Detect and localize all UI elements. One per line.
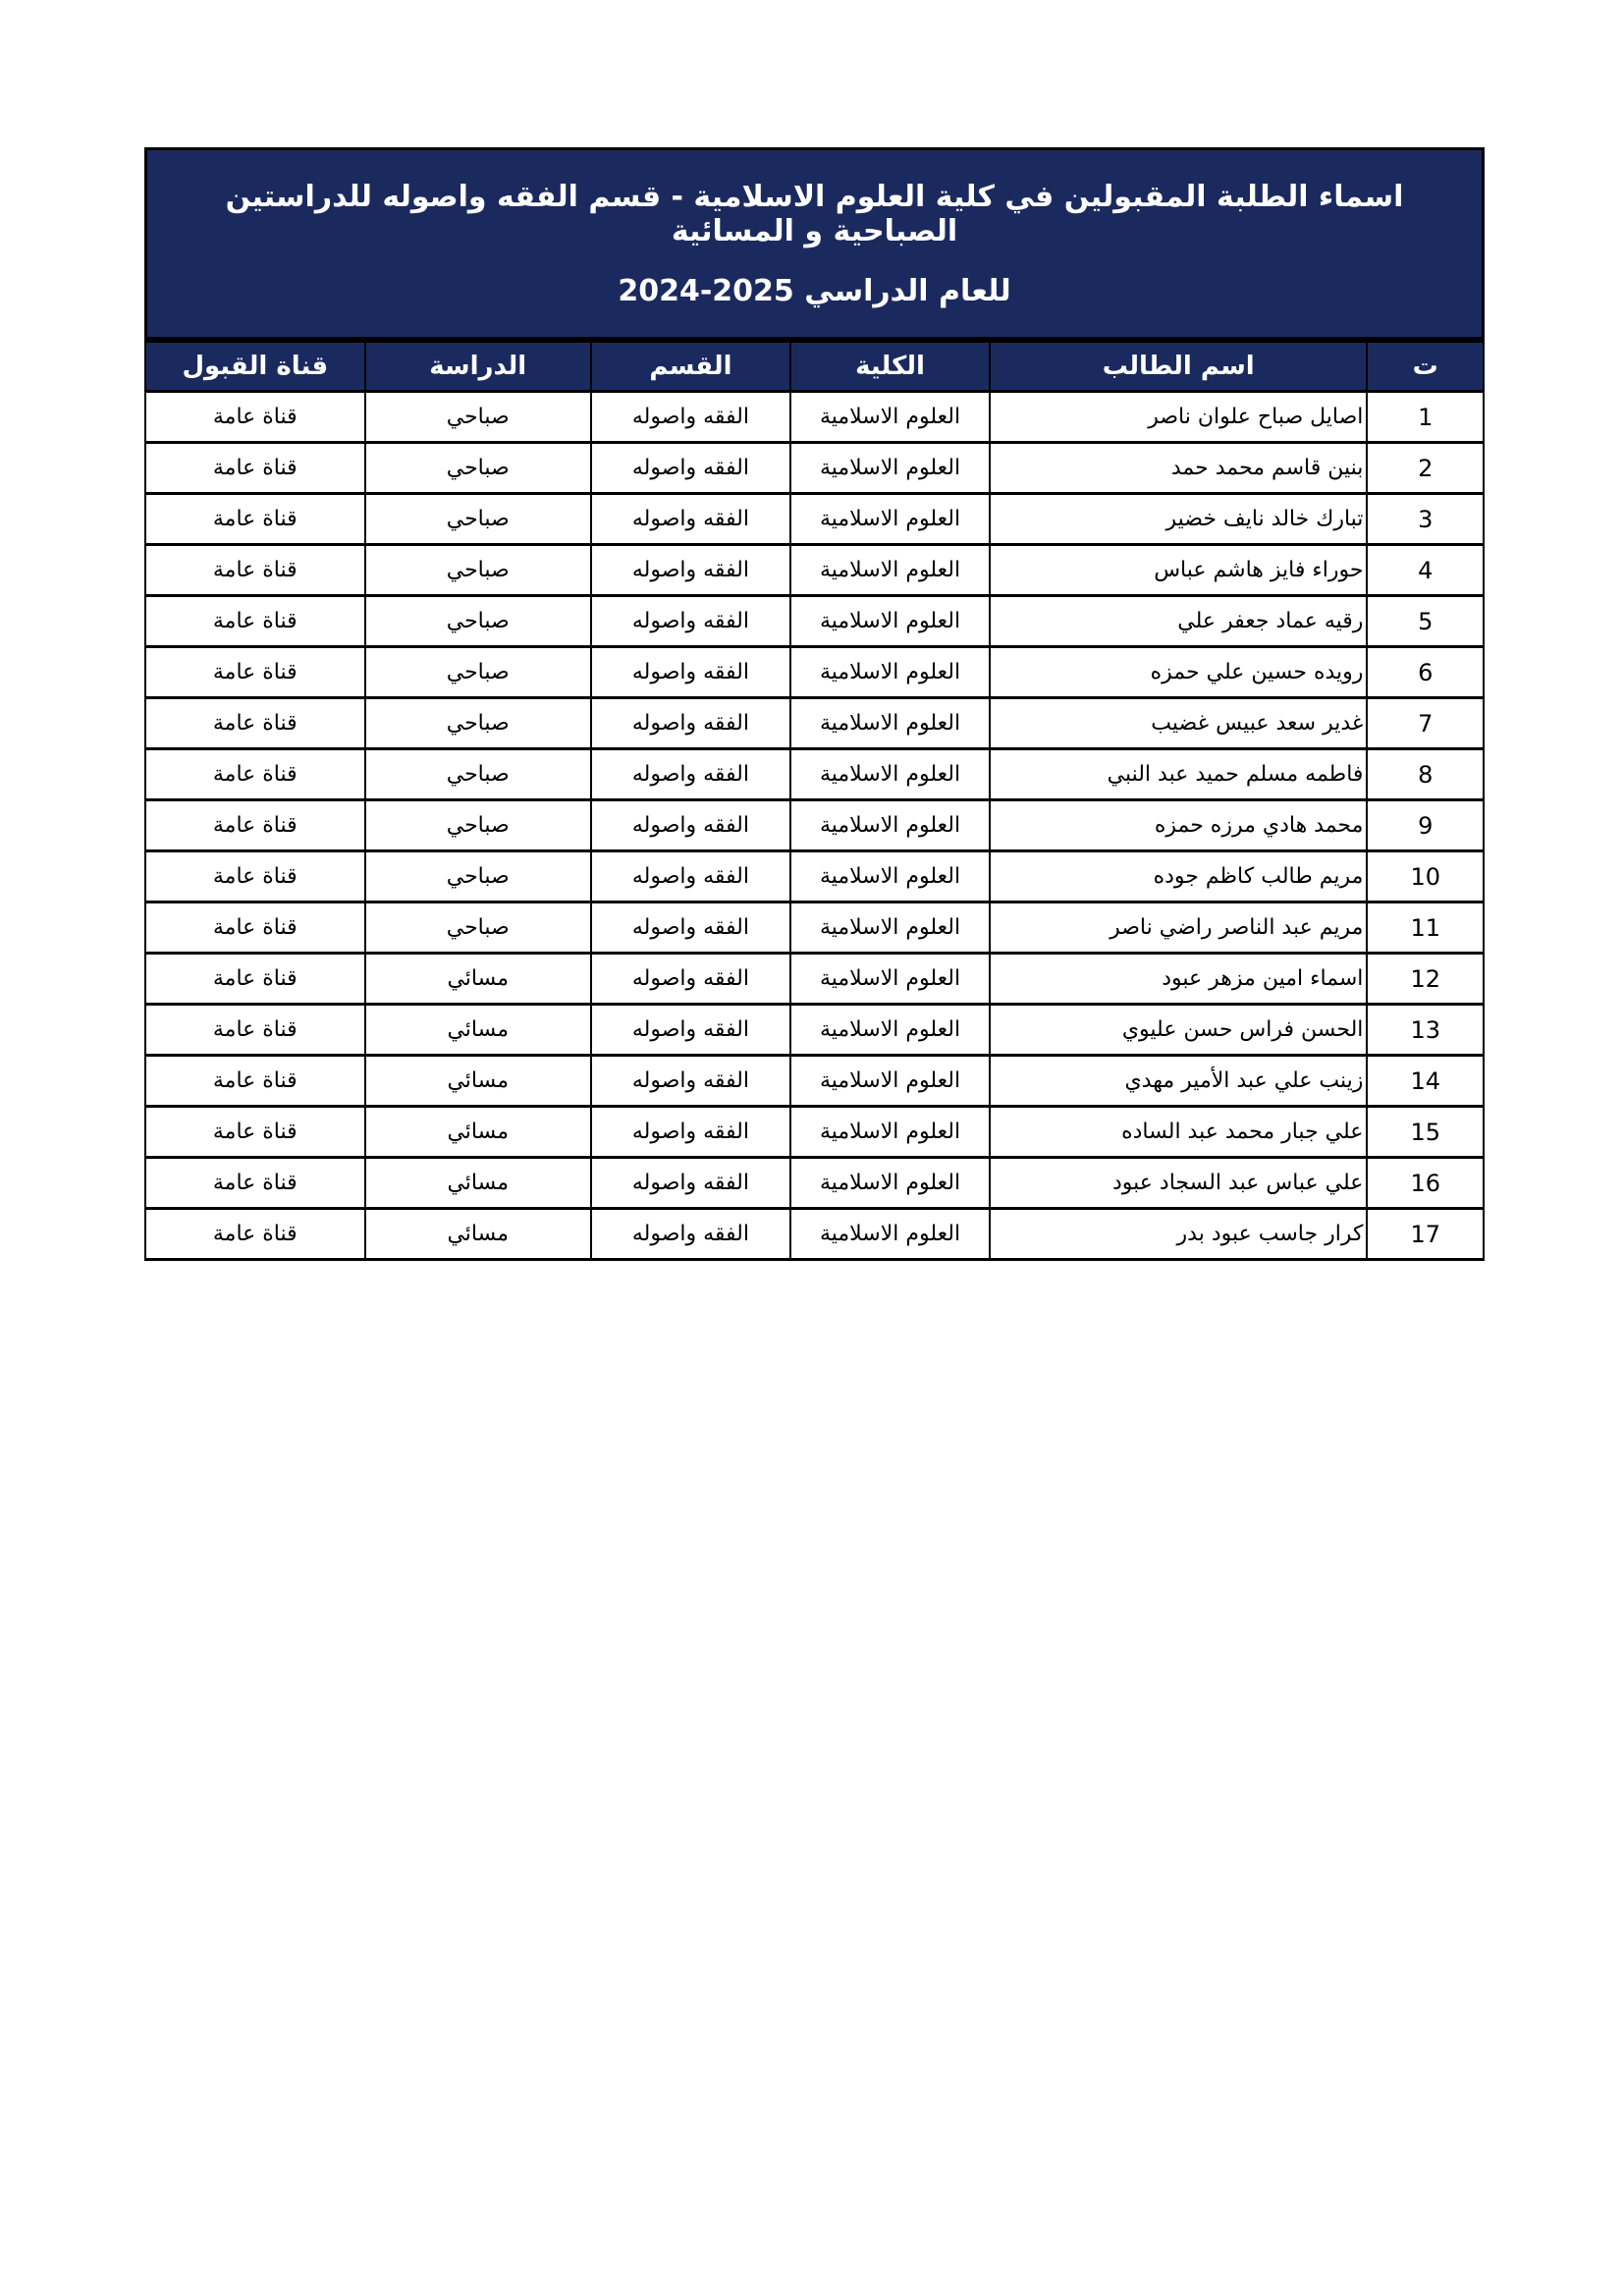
title-line-2: للعام الدراسي 2025-2024 xyxy=(618,273,1011,308)
row-number-cell: 12 xyxy=(1367,954,1484,1005)
header-admission-channel: قناة القبول xyxy=(145,342,365,392)
department-cell: الفقه واصوله xyxy=(591,800,790,851)
admission-channel-cell: قناة عامة xyxy=(145,902,365,954)
student-name-cell: محمد هادي مرزه حمزه xyxy=(990,800,1367,851)
row-number-cell: 2 xyxy=(1367,443,1484,494)
department-cell: الفقه واصوله xyxy=(591,749,790,800)
student-name-cell: مريم عبد الناصر راضي ناصر xyxy=(990,902,1367,954)
row-number-cell: 11 xyxy=(1367,902,1484,954)
admission-channel-cell: قناة عامة xyxy=(145,1209,365,1260)
college-cell: العلوم الاسلامية xyxy=(790,698,990,749)
department-cell: الفقه واصوله xyxy=(591,698,790,749)
table-row xyxy=(145,800,1484,851)
department-cell: الفقه واصوله xyxy=(591,1005,790,1056)
table-row xyxy=(145,443,1484,494)
college-cell: العلوم الاسلامية xyxy=(790,647,990,698)
admission-channel-cell: قناة عامة xyxy=(145,800,365,851)
student-name-cell: بنين قاسم محمد حمد xyxy=(990,443,1367,494)
study-shift-cell: صباحي xyxy=(365,800,591,851)
college-cell: العلوم الاسلامية xyxy=(790,392,990,443)
student-name-cell: مريم طالب كاظم جوده xyxy=(990,851,1367,902)
college-cell: العلوم الاسلامية xyxy=(790,800,990,851)
title-banner xyxy=(144,147,1485,340)
study-shift-cell: صباحي xyxy=(365,443,591,494)
study-shift-cell: صباحي xyxy=(365,392,591,443)
admission-channel-cell: قناة عامة xyxy=(145,647,365,698)
admission-channel-cell: قناة عامة xyxy=(145,1107,365,1158)
student-name-cell: علي جبار محمد عبد الساده xyxy=(990,1107,1367,1158)
study-shift-cell: مسائي xyxy=(365,1005,591,1056)
row-number-cell: 7 xyxy=(1367,698,1484,749)
table-row xyxy=(145,392,1484,443)
table-row xyxy=(145,494,1484,545)
study-shift-cell: مسائي xyxy=(365,1209,591,1260)
student-name-cell: رقيه عماد جعفر علي xyxy=(990,596,1367,647)
header-serial: ت xyxy=(1367,342,1484,392)
study-shift-cell: صباحي xyxy=(365,647,591,698)
student-name-cell: اصايل صباح علوان ناصر xyxy=(990,392,1367,443)
header-department: القسم xyxy=(591,342,790,392)
row-number-cell: 5 xyxy=(1367,596,1484,647)
admission-channel-cell: قناة عامة xyxy=(145,545,365,596)
header-study-shift: الدراسة xyxy=(365,342,591,392)
admission-channel-cell: قناة عامة xyxy=(145,392,365,443)
study-shift-cell: مسائي xyxy=(365,1107,591,1158)
study-shift-cell: صباحي xyxy=(365,545,591,596)
student-name-cell: علي عباس عبد السجاد عبود xyxy=(990,1158,1367,1209)
admission-channel-cell: قناة عامة xyxy=(145,494,365,545)
student-name-cell: فاطمه مسلم حميد عبد النبي xyxy=(990,749,1367,800)
college-cell: العلوم الاسلامية xyxy=(790,749,990,800)
department-cell: الفقه واصوله xyxy=(591,902,790,954)
row-number-cell: 17 xyxy=(1367,1209,1484,1260)
admission-channel-cell: قناة عامة xyxy=(145,1158,365,1209)
admission-channel-cell: قناة عامة xyxy=(145,443,365,494)
header-college: الكلية xyxy=(790,342,990,392)
document-page xyxy=(144,147,1485,1261)
row-number-cell: 15 xyxy=(1367,1107,1484,1158)
department-cell: الفقه واصوله xyxy=(591,851,790,902)
table-row xyxy=(145,1107,1484,1158)
study-shift-cell: صباحي xyxy=(365,749,591,800)
row-number-cell: 9 xyxy=(1367,800,1484,851)
college-cell: العلوم الاسلامية xyxy=(790,1107,990,1158)
table-row xyxy=(145,851,1484,902)
department-cell: الفقه واصوله xyxy=(591,1107,790,1158)
study-shift-cell: مسائي xyxy=(365,1158,591,1209)
table-row xyxy=(145,749,1484,800)
student-name-cell: كرار جاسب عبود بدر xyxy=(990,1209,1367,1260)
department-cell: الفقه واصوله xyxy=(591,1209,790,1260)
college-cell: العلوم الاسلامية xyxy=(790,443,990,494)
study-shift-cell: صباحي xyxy=(365,902,591,954)
row-number-cell: 14 xyxy=(1367,1056,1484,1107)
header-student-name: اسم الطالب xyxy=(990,342,1367,392)
college-cell: العلوم الاسلامية xyxy=(790,1209,990,1260)
student-name-cell: اسماء امين مزهر عبود xyxy=(990,954,1367,1005)
college-cell: العلوم الاسلامية xyxy=(790,902,990,954)
admission-channel-cell: قناة عامة xyxy=(145,1005,365,1056)
title-line-1: اسماء الطلبة المقبولين في كلية العلوم الاسلامية - قسم الفقه واصوله للدراستين الصباحية و المسائية xyxy=(225,179,1404,248)
department-cell: الفقه واصوله xyxy=(591,647,790,698)
student-name-cell: رويده حسين علي حمزه xyxy=(990,647,1367,698)
student-name-cell: الحسن فراس حسن عليوي xyxy=(990,1005,1367,1056)
study-shift-cell: صباحي xyxy=(365,494,591,545)
student-name-cell: حوراء فايز هاشم عباس xyxy=(990,545,1367,596)
table-row xyxy=(145,1209,1484,1260)
study-shift-cell: صباحي xyxy=(365,596,591,647)
college-cell: العلوم الاسلامية xyxy=(790,1158,990,1209)
table-row xyxy=(145,902,1484,954)
row-number-cell: 3 xyxy=(1367,494,1484,545)
row-number-cell: 6 xyxy=(1367,647,1484,698)
table-row xyxy=(145,647,1484,698)
table-row xyxy=(145,596,1484,647)
admission-channel-cell: قناة عامة xyxy=(145,851,365,902)
student-name-cell: غدير سعد عبيس غضيب xyxy=(990,698,1367,749)
department-cell: الفقه واصوله xyxy=(591,596,790,647)
department-cell: الفقه واصوله xyxy=(591,494,790,545)
admission-channel-cell: قناة عامة xyxy=(145,596,365,647)
department-cell: الفقه واصوله xyxy=(591,1158,790,1209)
college-cell: العلوم الاسلامية xyxy=(790,954,990,1005)
study-shift-cell: مسائي xyxy=(365,1056,591,1107)
college-cell: العلوم الاسلامية xyxy=(790,1056,990,1107)
student-name-cell: زينب علي عبد الأمير مهدي xyxy=(990,1056,1367,1107)
admission-channel-cell: قناة عامة xyxy=(145,954,365,1005)
student-name-cell: تبارك خالد نايف خضير xyxy=(990,494,1367,545)
department-cell: الفقه واصوله xyxy=(591,443,790,494)
college-cell: العلوم الاسلامية xyxy=(790,494,990,545)
table-row xyxy=(145,954,1484,1005)
student-table-body xyxy=(145,392,1484,1260)
row-number-cell: 13 xyxy=(1367,1005,1484,1056)
table-header-row xyxy=(145,342,1484,392)
row-number-cell: 16 xyxy=(1367,1158,1484,1209)
department-cell: الفقه واصوله xyxy=(591,1056,790,1107)
college-cell: العلوم الاسلامية xyxy=(790,851,990,902)
college-cell: العلوم الاسلامية xyxy=(790,1005,990,1056)
admission-channel-cell: قناة عامة xyxy=(145,698,365,749)
row-number-cell: 8 xyxy=(1367,749,1484,800)
college-cell: العلوم الاسلامية xyxy=(790,596,990,647)
department-cell: الفقه واصوله xyxy=(591,392,790,443)
table-row xyxy=(145,1005,1484,1056)
admission-channel-cell: قناة عامة xyxy=(145,749,365,800)
department-cell: الفقه واصوله xyxy=(591,545,790,596)
study-shift-cell: مسائي xyxy=(365,954,591,1005)
row-number-cell: 10 xyxy=(1367,851,1484,902)
table-row xyxy=(145,698,1484,749)
students-table xyxy=(144,340,1485,1261)
study-shift-cell: صباحي xyxy=(365,851,591,902)
row-number-cell: 4 xyxy=(1367,545,1484,596)
study-shift-cell: صباحي xyxy=(365,698,591,749)
admission-channel-cell: قناة عامة xyxy=(145,1056,365,1107)
table-row xyxy=(145,545,1484,596)
table-row xyxy=(145,1158,1484,1209)
table-row xyxy=(145,1056,1484,1107)
college-cell: العلوم الاسلامية xyxy=(790,545,990,596)
department-cell: الفقه واصوله xyxy=(591,954,790,1005)
row-number-cell: 1 xyxy=(1367,392,1484,443)
